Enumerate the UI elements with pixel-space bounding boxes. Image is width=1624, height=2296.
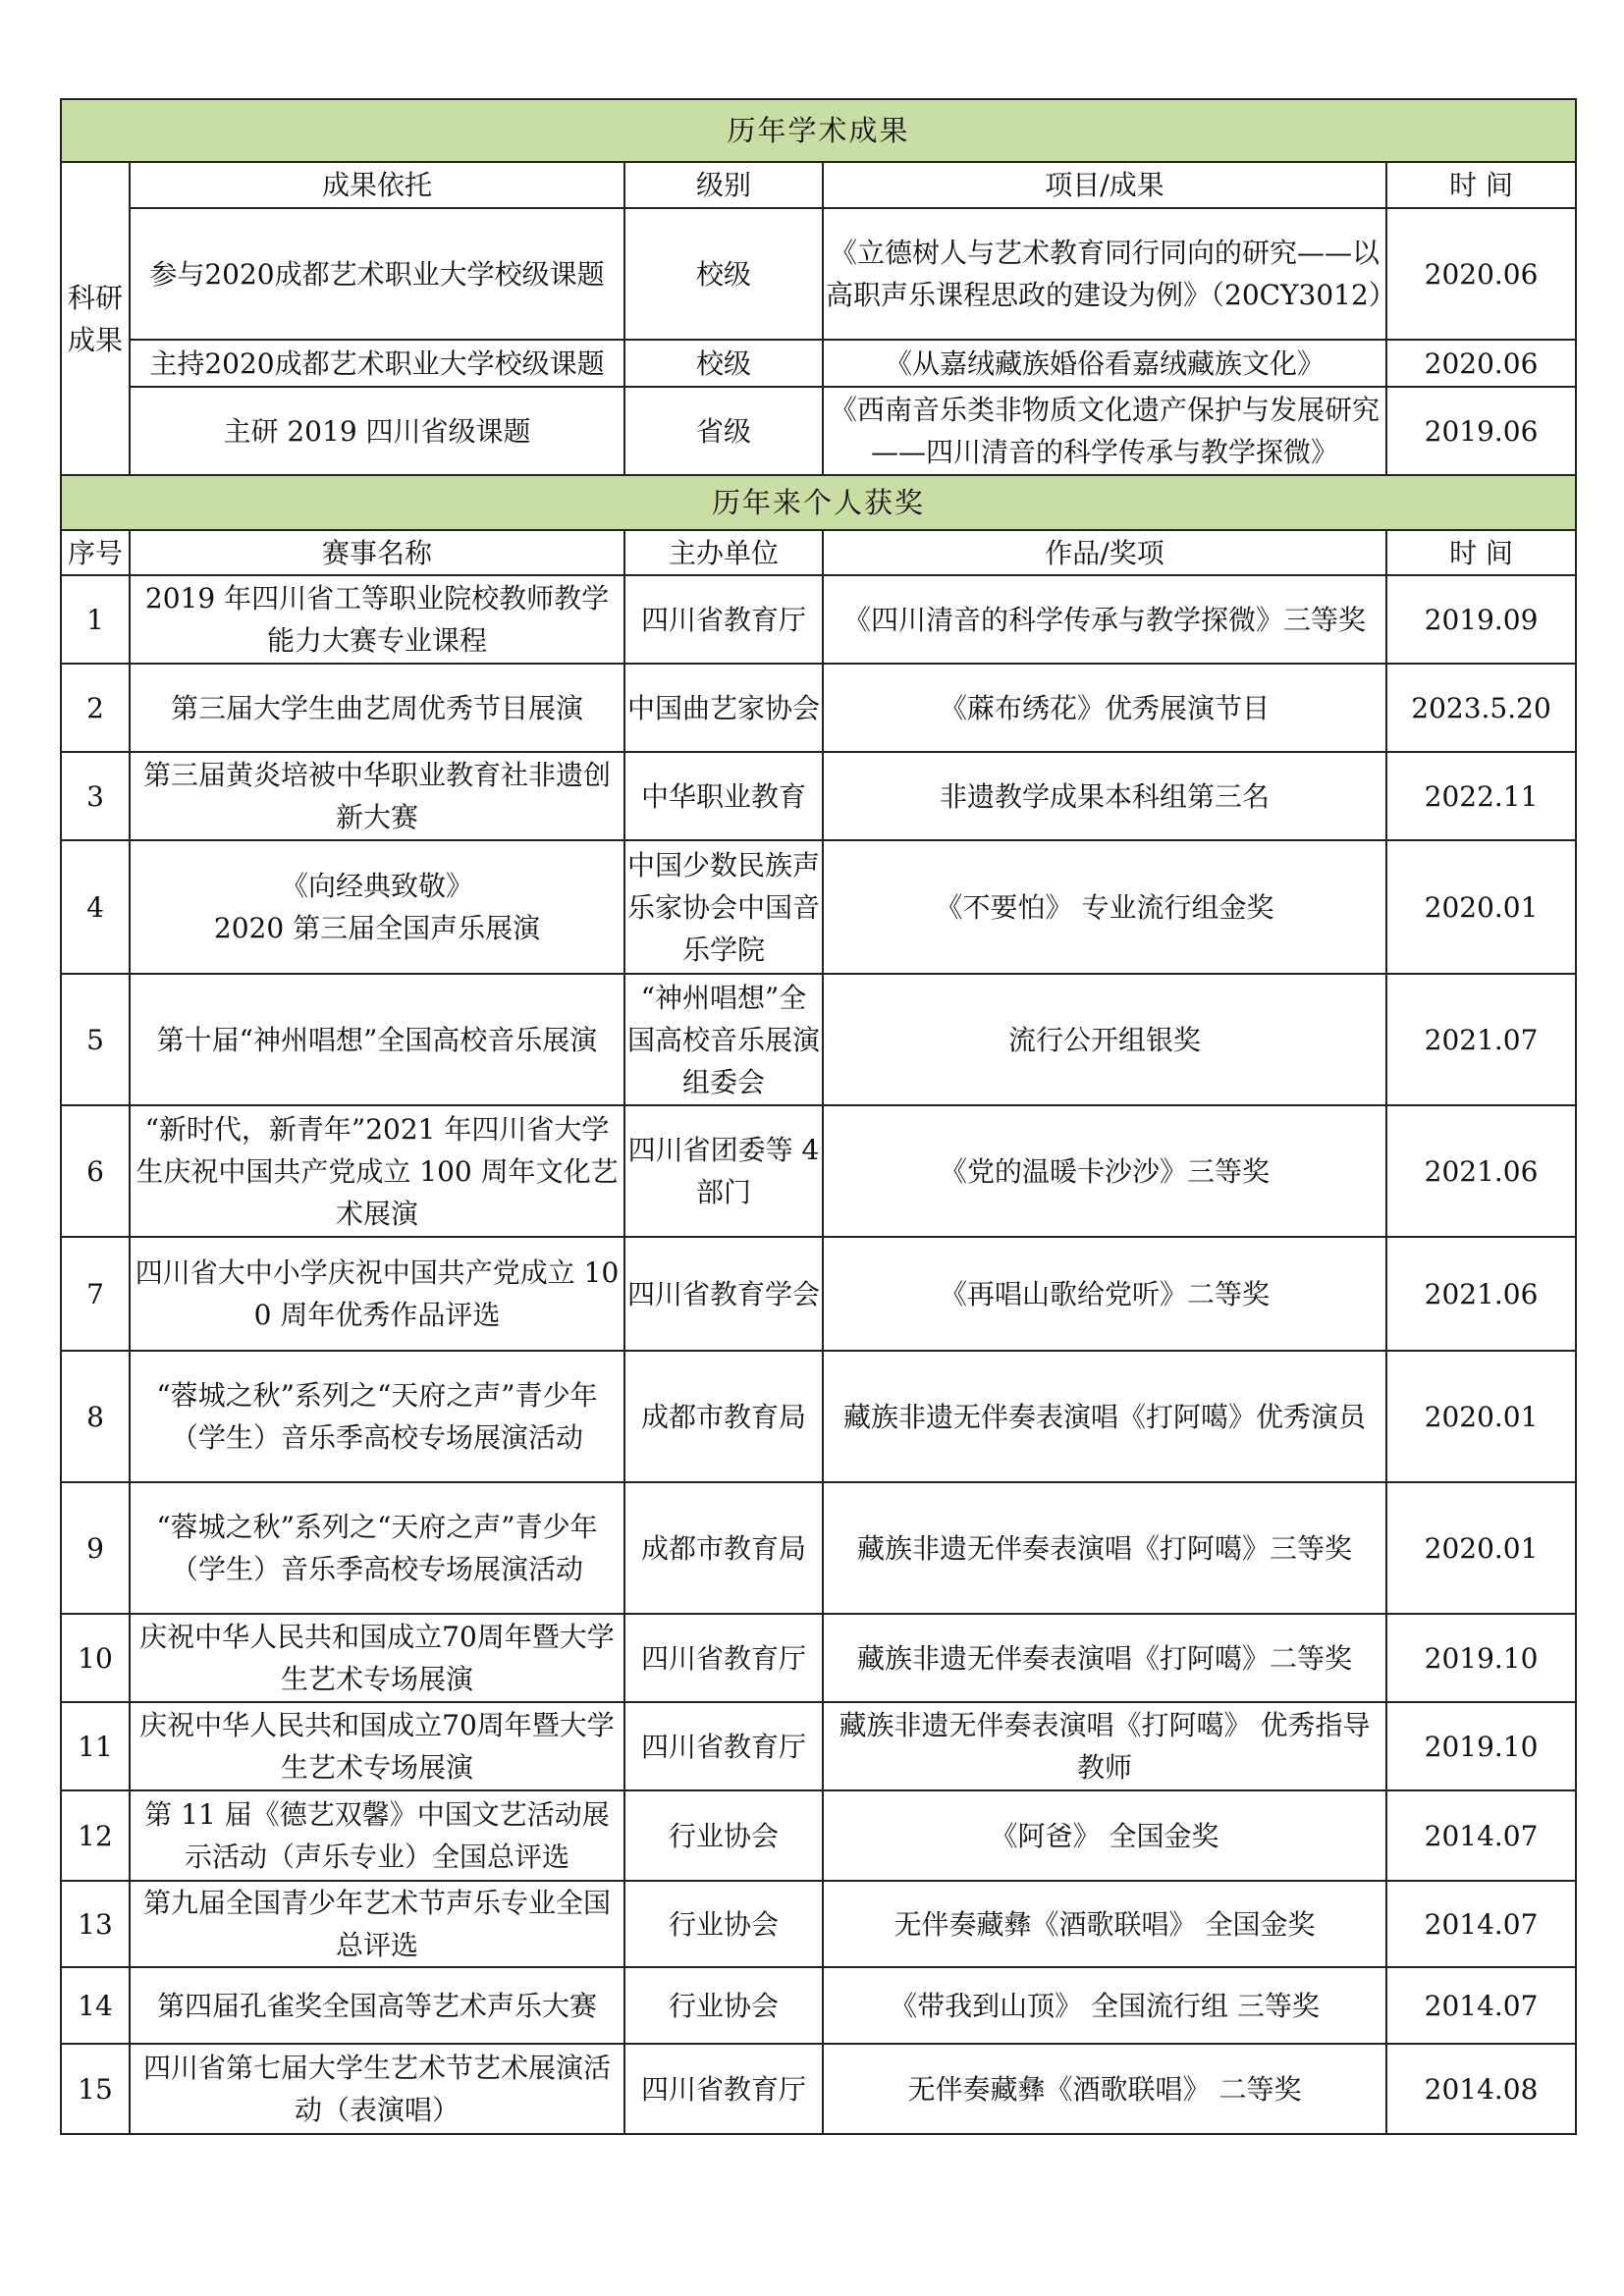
research-basis: 主持2020成都艺术职业大学校级课题 [130, 340, 624, 387]
award-work: 藏族非遗无伴奏表演唱《打阿噶》三等奖 [823, 1482, 1386, 1614]
award-time: 2014.07 [1386, 1881, 1576, 1967]
awards-header-row [61, 530, 1576, 575]
award-time: 2020.01 [1386, 1482, 1576, 1614]
award-no: 4 [61, 840, 130, 974]
award-time: 2019.09 [1386, 575, 1576, 664]
award-name: “新时代，新青年”2021 年四川省大学生庆祝中国共产党成立 100 周年文化艺术展演 [130, 1105, 624, 1237]
award-time: 2021.07 [1386, 974, 1576, 1105]
award-no: 11 [61, 1702, 130, 1790]
award-time: 2019.10 [1386, 1702, 1576, 1790]
awards-header-no: 序号 [61, 530, 130, 575]
award-time: 2020.01 [1386, 1351, 1576, 1482]
achievements-table [60, 98, 1577, 2135]
award-row [61, 1105, 1576, 1237]
awards-header-time: 时 间 [1386, 530, 1576, 575]
award-work: 《四川清音的科学传承与教学探微》三等奖 [823, 575, 1386, 664]
award-name: 庆祝中华人民共和国成立70周年暨大学生艺术专场展演 [130, 1702, 624, 1790]
award-time: 2020.01 [1386, 840, 1576, 974]
award-name: 四川省第七届大学生艺术节艺术展演活动（表演唱） [130, 2044, 624, 2134]
award-name: 第四届孔雀奖全国高等艺术声乐大赛 [130, 1967, 624, 2044]
award-org: 四川省教育厅 [624, 1614, 823, 1702]
research-header-row [61, 162, 1576, 208]
award-work: 藏族非遗无伴奏表演唱《打阿噶》优秀演员 [823, 1351, 1386, 1482]
research-project: 《西南音乐类非物质文化遗产保护与发展研究——四川清音的科学传承与教学探微》 [823, 387, 1386, 475]
awards-header-work: 作品/奖项 [823, 530, 1386, 575]
award-row [61, 575, 1576, 664]
award-org: 四川省教育厅 [624, 1702, 823, 1790]
award-name: “蓉城之秋”系列之“天府之声”青少年（学生）音乐季高校专场展演活动 [130, 1351, 624, 1482]
research-level: 省级 [624, 387, 823, 475]
research-time: 2020.06 [1386, 340, 1576, 387]
award-work: 藏族非遗无伴奏表演唱《打阿噶》二等奖 [823, 1614, 1386, 1702]
award-org: “神州唱想”全国高校音乐展演组委会 [624, 974, 823, 1105]
award-no: 3 [61, 752, 130, 840]
award-work: 无伴奏藏彝《酒歌联唱》 二等奖 [823, 2044, 1386, 2134]
research-basis: 主研 2019 四川省级课题 [130, 387, 624, 475]
award-work: 《党的温暖卡沙沙》三等奖 [823, 1105, 1386, 1237]
award-name: 第三届大学生曲艺周优秀节目展演 [130, 664, 624, 752]
award-org: 四川省团委等 4 部门 [624, 1105, 823, 1237]
award-org: 中华职业教育 [624, 752, 823, 840]
award-no: 5 [61, 974, 130, 1105]
award-name: 2019 年四川省工等职业院校教师教学能力大赛专业课程 [130, 575, 624, 664]
research-level: 校级 [624, 340, 823, 387]
research-title-row [61, 99, 1576, 162]
awards-section-title: 历年来个人获奖 [61, 475, 1576, 530]
award-work: 《带我到山顶》 全国流行组 三等奖 [823, 1967, 1386, 2044]
research-section-title: 历年学术成果 [61, 99, 1576, 162]
award-no: 6 [61, 1105, 130, 1237]
awards-header-org: 主办单位 [624, 530, 823, 575]
award-row [61, 664, 1576, 752]
award-row [61, 1967, 1576, 2044]
research-project: 《立德树人与艺术教育同行同向的研究——以高职声乐课程思政的建设为例》（20CY3012） [823, 208, 1386, 340]
award-time: 2021.06 [1386, 1105, 1576, 1237]
research-side-label: 科研 成果 [61, 162, 130, 475]
award-name: 庆祝中华人民共和国成立70周年暨大学生艺术专场展演 [130, 1614, 624, 1702]
award-no: 10 [61, 1614, 130, 1702]
award-row [61, 1351, 1576, 1482]
award-row [61, 1790, 1576, 1881]
award-org: 四川省教育学会 [624, 1237, 823, 1351]
award-time: 2022.11 [1386, 752, 1576, 840]
award-no: 12 [61, 1790, 130, 1881]
award-work: 非遗教学成果本科组第三名 [823, 752, 1386, 840]
award-no: 14 [61, 1967, 130, 2044]
award-name: 第三届黄炎培被中华职业教育社非遗创新大赛 [130, 752, 624, 840]
research-row [61, 387, 1576, 475]
award-name: 四川省大中小学庆祝中国共产党成立 100 周年优秀作品评选 [130, 1237, 624, 1351]
award-org: 中国少数民族声乐家协会中国音乐学院 [624, 840, 823, 974]
award-org: 四川省教育厅 [624, 2044, 823, 2134]
award-row [61, 1237, 1576, 1351]
award-org: 成都市教育局 [624, 1351, 823, 1482]
award-row [61, 2044, 1576, 2134]
award-work: 《再唱山歌给党听》二等奖 [823, 1237, 1386, 1351]
award-no: 7 [61, 1237, 130, 1351]
awards-title-row [61, 475, 1576, 530]
award-no: 2 [61, 664, 130, 752]
award-time: 2019.10 [1386, 1614, 1576, 1702]
award-no: 9 [61, 1482, 130, 1614]
award-row [61, 1614, 1576, 1702]
award-org: 行业协会 [624, 1881, 823, 1967]
award-no: 15 [61, 2044, 130, 2134]
award-time: 2014.07 [1386, 1790, 1576, 1881]
research-basis: 参与2020成都艺术职业大学校级课题 [130, 208, 624, 340]
award-row [61, 752, 1576, 840]
award-work: 《蔴布绣花》优秀展演节目 [823, 664, 1386, 752]
award-org: 成都市教育局 [624, 1482, 823, 1614]
research-header-project: 项目/成果 [823, 162, 1386, 208]
award-name: 第九届全国青少年艺术节声乐专业全国总评选 [130, 1881, 624, 1967]
research-row [61, 208, 1576, 340]
award-no: 13 [61, 1881, 130, 1967]
research-row [61, 340, 1576, 387]
award-org: 行业协会 [624, 1967, 823, 2044]
award-work: 无伴奏藏彝《酒歌联唱》 全国金奖 [823, 1881, 1386, 1967]
award-work: 流行公开组银奖 [823, 974, 1386, 1105]
award-row [61, 1881, 1576, 1967]
research-time: 2020.06 [1386, 208, 1576, 340]
award-time: 2021.06 [1386, 1237, 1576, 1351]
award-org: 四川省教育厅 [624, 575, 823, 664]
award-org: 行业协会 [624, 1790, 823, 1881]
award-time: 2014.08 [1386, 2044, 1576, 2134]
awards-header-name: 赛事名称 [130, 530, 624, 575]
award-name: “蓉城之秋”系列之“天府之声”青少年（学生）音乐季高校专场展演活动 [130, 1482, 624, 1614]
award-work: 《不要怕》 专业流行组金奖 [823, 840, 1386, 974]
research-header-time: 时 间 [1386, 162, 1576, 208]
award-time: 2023.5.20 [1386, 664, 1576, 752]
award-row [61, 1482, 1576, 1614]
award-no: 8 [61, 1351, 130, 1482]
award-name: 《向经典致敬》 2020 第三届全国声乐展演 [130, 840, 624, 974]
research-time: 2019.06 [1386, 387, 1576, 475]
research-header-level: 级别 [624, 162, 823, 208]
research-header-basis: 成果依托 [130, 162, 624, 208]
award-no: 1 [61, 575, 130, 664]
award-work: 《阿爸》 全国金奖 [823, 1790, 1386, 1881]
award-row [61, 840, 1576, 974]
award-work: 藏族非遗无伴奏表演唱《打阿噶》 优秀指导教师 [823, 1702, 1386, 1790]
research-level: 校级 [624, 208, 823, 340]
award-name: 第 11 届《德艺双馨》中国文艺活动展示活动（声乐专业）全国总评选 [130, 1790, 624, 1881]
award-time: 2014.07 [1386, 1967, 1576, 2044]
award-org: 中国曲艺家协会 [624, 664, 823, 752]
research-project: 《从嘉绒藏族婚俗看嘉绒藏族文化》 [823, 340, 1386, 387]
award-row [61, 1702, 1576, 1790]
award-row [61, 974, 1576, 1105]
award-name: 第十届“神州唱想”全国高校音乐展演 [130, 974, 624, 1105]
